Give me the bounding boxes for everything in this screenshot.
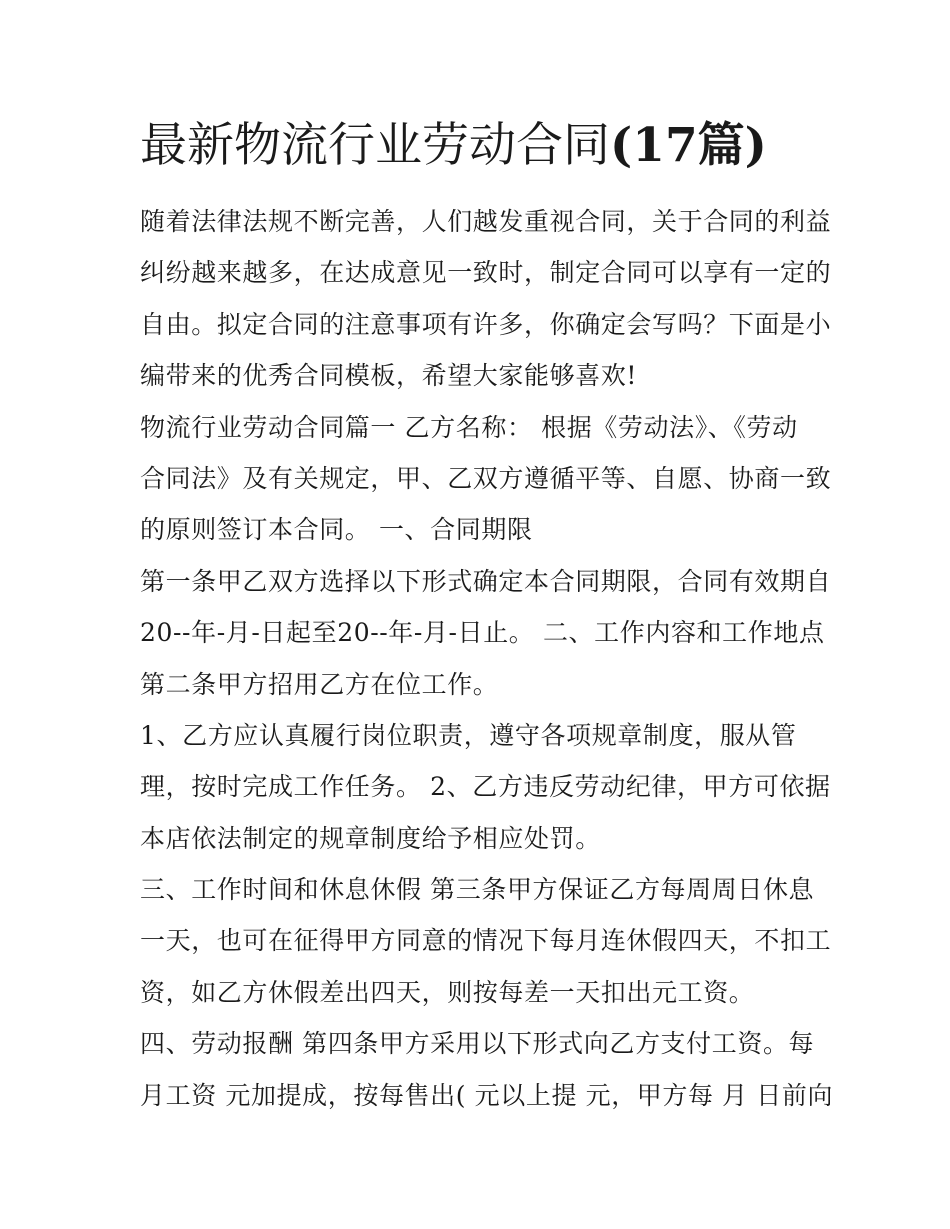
- document-body: [140, 196, 834, 1121]
- body-line: 纠纷越来越多，在达成意见一致时，制定合同可以享有一定的: [140, 258, 832, 288]
- document-title: [140, 114, 840, 178]
- body-line: 月工资 元加提成，按每售出( 元以上提 元，甲方每 月 日前向: [140, 1080, 834, 1110]
- title-text: 最新物流行业劳动合同: [140, 118, 610, 173]
- body-line: 自由。拟定合同的注意事项有许多，你确定会写吗？下面是小: [140, 309, 832, 339]
- body-line: 随着法律法规不断完善，人们越发重视合同，关于合同的利益: [140, 207, 832, 236]
- body-line: 合同法》及有关规定，甲、乙双方遵循平等、自愿、协商一致: [140, 463, 832, 493]
- body-line: 1、乙方应认真履行岗位职责，遵守各项规章制度，服从管: [140, 720, 797, 750]
- body-line: 一天，也可在征得甲方同意的情况下每月连休假四天，不扣工: [140, 926, 832, 956]
- title-count: (17篇): [610, 118, 767, 173]
- body-line: 理，按时完成工作任务。 2、乙方违反劳动纪律，甲方可依据: [140, 772, 831, 802]
- body-line: 三、工作时间和休息休假 第三条甲方保证乙方每周周日休息: [140, 875, 815, 905]
- body-line: 第二条甲方招用乙方在位工作。: [140, 669, 499, 699]
- body-line: 20--年-月-日起至20--年-月-日止。 二、工作内容和工作地点: [140, 618, 825, 648]
- body-line: 的原则签订本合同。 一、合同期限: [140, 515, 533, 545]
- body-line: 编带来的优秀合同模板，希望大家能够喜欢!: [140, 361, 638, 391]
- body-line: 第一条甲乙双方选择以下形式确定本合同期限，合同有效期自: [140, 566, 832, 596]
- body-line: 本店依法制定的规章制度给予相应处罚。: [140, 823, 601, 853]
- body-line: 资，如乙方休假差出四天，则按每差一天扣出元工资。: [140, 977, 755, 1007]
- body-line: 四、劳动报酬 第四条甲方采用以下形式向乙方支付工资。每: [140, 1029, 815, 1059]
- body-line: 物流行业劳动合同篇一 乙方名称： 根据《劳动法》、《劳动: [140, 412, 798, 442]
